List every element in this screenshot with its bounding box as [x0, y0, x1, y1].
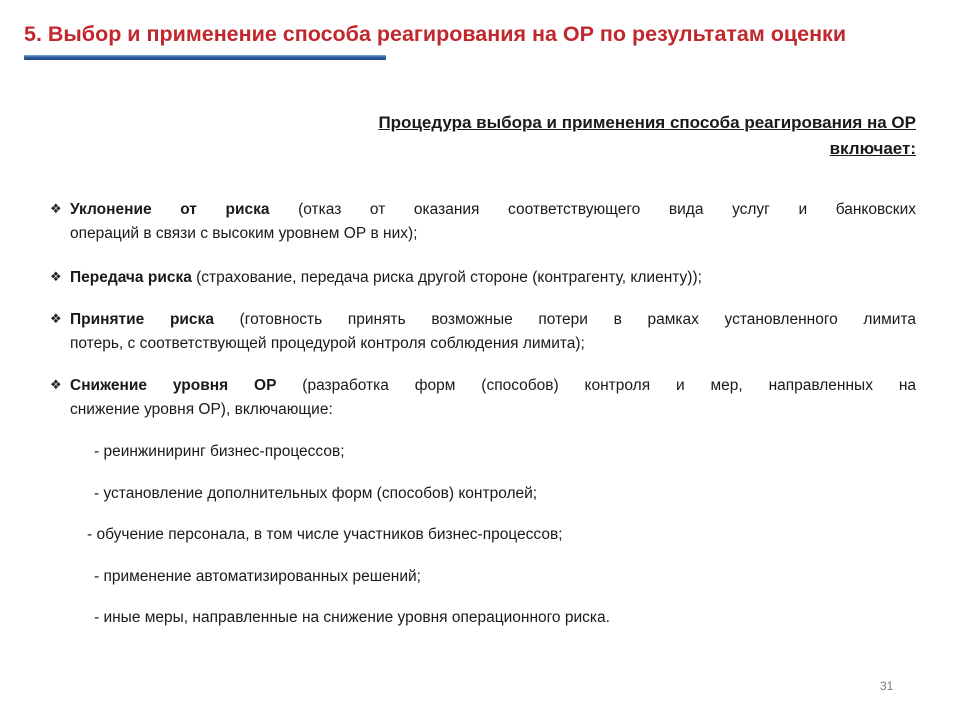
- bullet-term: Передача риска: [70, 269, 192, 286]
- diamond-bullet-icon: ❖: [50, 311, 62, 326]
- subitem: - иные меры, направленные на снижение уровня операционного риска.: [94, 609, 610, 626]
- bullet-term: Уклонение от риска: [70, 201, 270, 218]
- subitem: - установление дополнительных форм (способов) контролей;: [94, 485, 538, 502]
- slide-title: 5. Выбор и применение способа реагирования на ОР по результатам оценки: [24, 22, 847, 46]
- bullet-text: (разработка форм (способов) контроля и мер, направленных на: [276, 377, 916, 394]
- bullet-item: [50, 374, 916, 422]
- subitem: - обучение персонала, в том числе участников бизнес-процессов;: [87, 526, 563, 543]
- section-subheading: [120, 110, 916, 162]
- diamond-bullet-icon: ❖: [50, 201, 62, 216]
- bullet-term: Принятие риска: [70, 311, 214, 328]
- page-number: 31: [880, 679, 894, 693]
- bullet-item: [50, 266, 916, 290]
- bullet-text: (страхование, передача риска другой стороне (контрагенту, клиенту));: [191, 269, 702, 286]
- subitem: - применение автоматизированных решений;: [94, 568, 421, 585]
- bullet-text: (готовность принять возможные потери в рамках установленного лимита: [213, 311, 916, 328]
- bullet-item: [50, 308, 916, 356]
- bullet-text-continued: потерь, с соответствующей процедурой контроля соблюдения лимита);: [70, 335, 585, 352]
- bullet-text-continued: операций в связи с высоким уровнем ОР в них);: [70, 225, 418, 242]
- bullet-term: Снижение уровня ОР: [70, 377, 277, 394]
- subheading-line-1: Процедура выбора и применения способа реагирования на ОР: [378, 113, 916, 132]
- bullet-item: [50, 198, 916, 246]
- diamond-bullet-icon: ❖: [50, 269, 62, 284]
- bullet-text: (отказ от оказания соответствующего вида услуг и банковских: [269, 201, 916, 218]
- diamond-bullet-icon: ❖: [50, 377, 62, 392]
- title-underline: [24, 55, 386, 60]
- bullet-text-continued: снижение уровня ОР), включающие:: [70, 401, 333, 418]
- subheading-line-2: включает:: [829, 139, 916, 158]
- subitem: - реинжиниринг бизнес-процессов;: [94, 443, 345, 460]
